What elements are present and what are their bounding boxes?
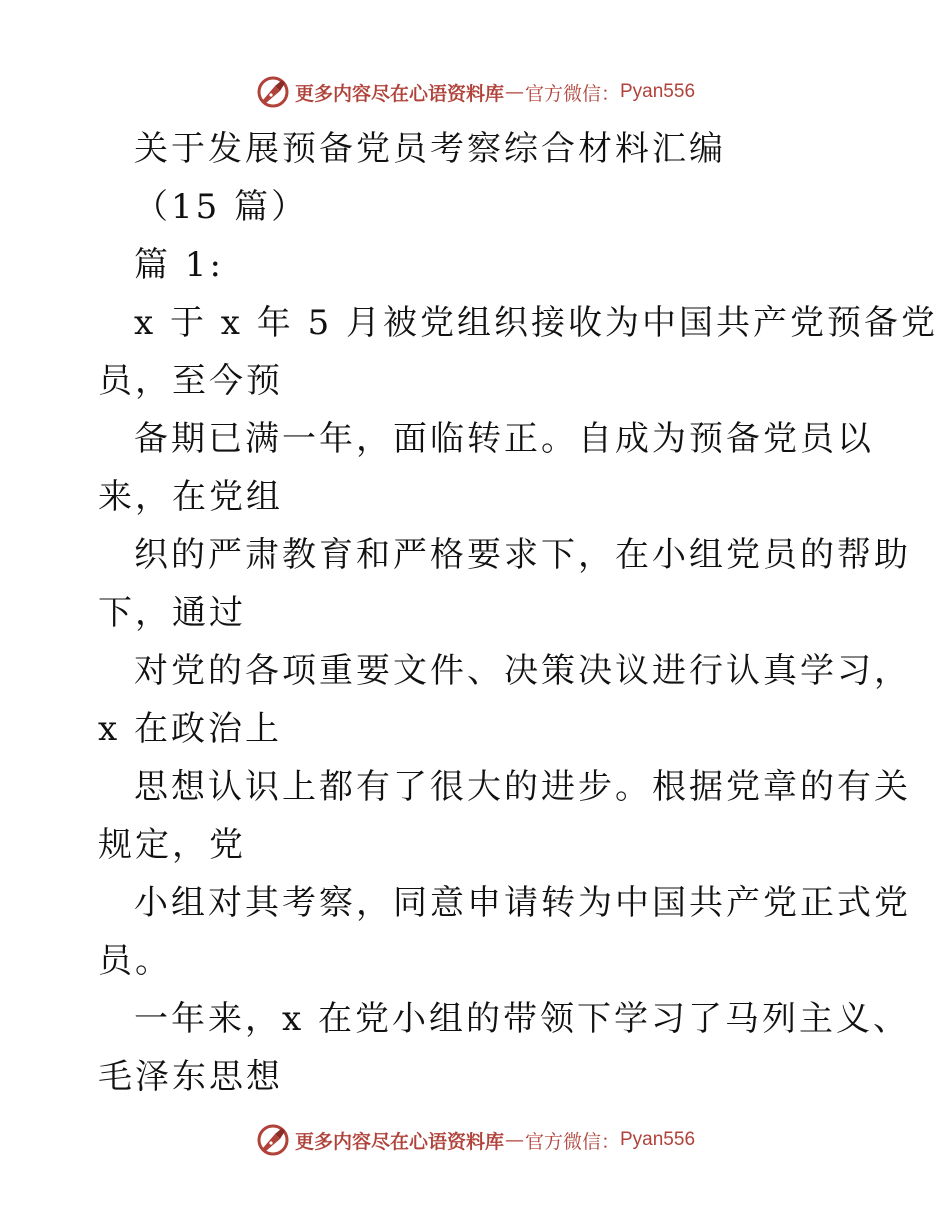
watermark-wechat-label: 官方微信：	[524, 82, 620, 105]
watermark-wechat-label: 官方微信：	[524, 1130, 620, 1153]
header-watermark	[0, 72, 950, 112]
text-line: 一年来，x 在党小组的带领下学习了马列主义、	[134, 999, 910, 1039]
text-line: x 在政治上	[98, 709, 282, 749]
pen-nib-logo-icon	[255, 74, 291, 110]
text-line: 对党的各项重要文件、决策决议进行认真学习，	[134, 651, 911, 691]
watermark-dash: —	[504, 1129, 524, 1151]
text-line: 规定，党	[98, 825, 246, 865]
watermark-text: 更多内容尽在心语资料库	[294, 82, 504, 105]
pen-nib-logo-icon	[255, 1122, 291, 1158]
section-label: 篇 1:	[134, 245, 224, 285]
footer-watermark	[0, 1120, 950, 1160]
text-line: 来，在党组	[98, 477, 283, 517]
document-body	[98, 120, 939, 1106]
paragraph-lines	[98, 294, 939, 1106]
text-line: 员，至今预	[98, 361, 283, 401]
text-line: 毛泽东思想	[98, 1057, 283, 1097]
text-line: 员。	[98, 941, 172, 981]
text-line: 小组对其考察，同意申请转为中国共产党正式党	[134, 883, 911, 923]
text-line: 备期已满一年，面临转正。自成为预备党员以	[134, 419, 874, 459]
document-subtitle: （15 篇）	[134, 187, 309, 227]
text-line: x 于 x 年 5 月被党组织接收为中国共产党预备党	[134, 303, 939, 343]
text-line: 下，通过	[98, 593, 246, 633]
watermark-wechat-id: Pyan556	[620, 81, 696, 102]
watermark-text: 更多内容尽在心语资料库	[294, 1130, 504, 1153]
watermark-dash: —	[504, 81, 524, 103]
text-line: 织的严肃教育和严格要求下，在小组党员的帮助	[134, 535, 911, 575]
document-title: 关于发展预备党员考察综合材料汇编	[134, 129, 726, 169]
watermark-wechat-id: Pyan556	[620, 1129, 696, 1150]
text-line: 思想认识上都有了很大的进步。根据党章的有关	[134, 767, 911, 807]
